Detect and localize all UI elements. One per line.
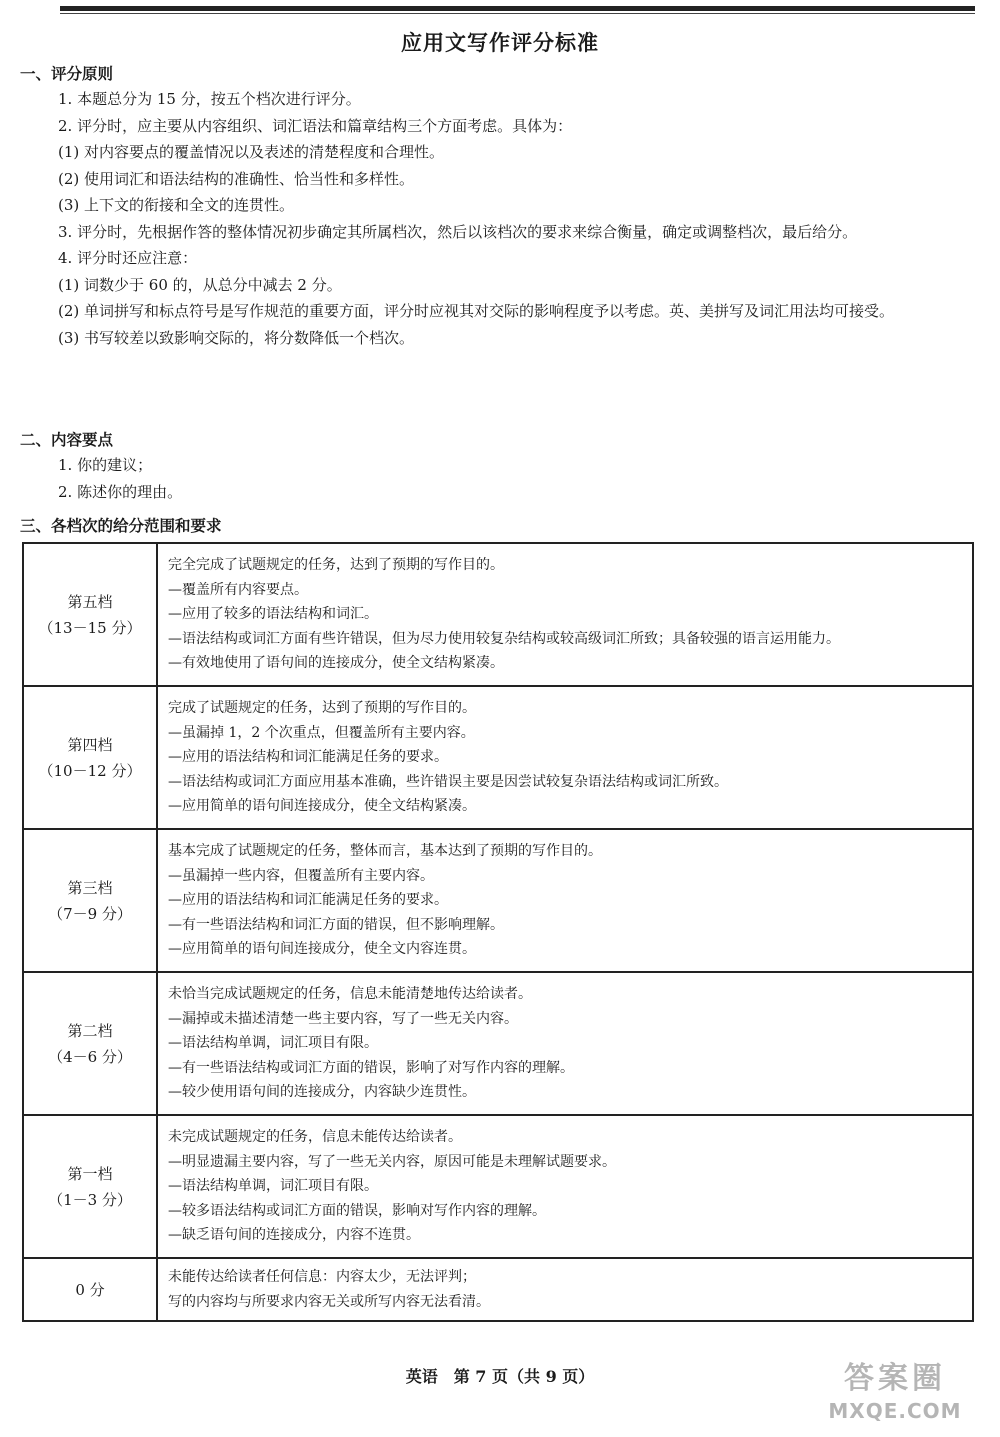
band-level-cell — [23, 1115, 157, 1258]
band-desc-line: —较少使用语句间的连接成分，内容缺少连贯性。 — [168, 1084, 476, 1101]
band-level-cell — [23, 543, 157, 686]
principle-line: (3) 上下文的衔接和全文的连贯性。 — [58, 196, 295, 214]
watermark-logo — [800, 1360, 990, 1432]
band-name: 第五档 — [67, 592, 113, 611]
band-desc-line: —虽漏掉一些内容，但覆盖所有主要内容。 — [168, 867, 434, 884]
scoring-bands-table — [22, 542, 974, 1322]
band-description-cell — [157, 829, 973, 972]
band-range: （1－3 分） — [48, 1190, 132, 1209]
content-point: 2. 陈述你的理由。 — [58, 482, 183, 501]
band-desc-line: —语法结构或词汇方面应用基本准确，些许错误主要是因尝试较复杂语法结构或词汇所致。 — [168, 773, 728, 790]
band-description-cell — [157, 686, 973, 829]
content-point: 1. 你的建议； — [58, 456, 153, 474]
band-desc-line: —应用了较多的语法结构和词汇。 — [168, 606, 378, 623]
band-range: （13－15 分） — [38, 618, 142, 637]
band-range: （4－6 分） — [48, 1047, 132, 1066]
principle-line: 4. 评分时还应注意： — [58, 249, 198, 267]
principle-line: (1) 对内容要点的覆盖情况以及表述的清楚程度和合理性。 — [58, 143, 445, 161]
band-desc-line: 未能传达给读者任何信息：内容太少，无法评判； — [168, 1269, 476, 1285]
band-desc-line: —漏掉或未描述清楚一些主要内容，写了一些无关内容。 — [168, 1010, 518, 1027]
band-name: 0 分 — [75, 1280, 105, 1299]
band-desc-line: —明显遗漏主要内容，写了一些无关内容，原因可能是未理解试题要求。 — [168, 1153, 616, 1170]
band-name: 第一档 — [67, 1164, 113, 1183]
band-range: （7－9 分） — [48, 904, 132, 923]
band-description-cell — [157, 1258, 973, 1321]
section-bands — [22, 514, 982, 538]
band-level-cell — [23, 972, 157, 1115]
header-rule — [60, 6, 975, 11]
table-row — [23, 1115, 973, 1258]
band-desc-line: 写的内容均与所要求内容无关或所写内容无法看清。 — [168, 1293, 490, 1310]
band-desc-line: —语法结构单调，词汇项目有限。 — [168, 1035, 378, 1052]
page-footer: 英语 第 7 页（共 9 页） — [405, 1367, 595, 1386]
band-level-cell — [23, 1258, 157, 1321]
principle-paragraph: 3. 评分时，先根据作答的整体情况初步确定其所属档次，然后以该档次的要求来综合衡量，确定或调整档次，最后给分。 — [58, 222, 858, 241]
band-level-cell — [23, 686, 157, 829]
section-heading: 二、内容要点 — [20, 431, 114, 449]
table-row — [23, 686, 973, 829]
band-description-cell — [157, 972, 973, 1115]
band-desc-line: 未完成试题规定的任务，信息未能传达给读者。 — [168, 1129, 462, 1146]
band-desc-line: —覆盖所有内容要点。 — [168, 581, 308, 598]
header-rule-thin — [60, 13, 975, 14]
section-content-points — [22, 428, 982, 505]
table-row — [23, 1258, 973, 1321]
band-desc-line: —有一些语法结构或词汇方面的错误，影响了对写作内容的理解。 — [168, 1059, 574, 1076]
band-desc-line: 基本完成了试题规定的任务，整体而言，基本达到了预期的写作目的。 — [168, 843, 602, 860]
band-level-cell — [23, 829, 157, 972]
section-heading: 一、评分原则 — [20, 65, 114, 83]
principle-line: (3) 书写较差以致影响交际的，将分数降低一个档次。 — [58, 328, 415, 347]
principle-line: (2) 使用词汇和语法结构的准确性、恰当性和多样性。 — [58, 169, 415, 188]
band-range: （10－12 分） — [38, 761, 142, 780]
band-name: 第四档 — [67, 735, 113, 754]
band-name: 第二档 — [67, 1021, 113, 1040]
band-desc-line: —较多语法结构或词汇方面的错误，影响对写作内容的理解。 — [168, 1202, 546, 1219]
band-desc-line: —语法结构或词汇方面有些许错误，但为尽力使用较复杂结构或较高级词汇所致；具备较强的语言运用能力。 — [168, 630, 840, 647]
band-desc-line: —有效地使用了语句间的连接成分，使全文结构紧凑。 — [168, 655, 504, 672]
principle-line: 1. 本题总分为 15 分，按五个档次进行评分。 — [58, 90, 361, 108]
watermark-text: 答案圈 — [844, 1361, 946, 1396]
principle-line: (1) 词数少于 60 的，从总分中减去 2 分。 — [58, 275, 342, 294]
table-row — [23, 829, 973, 972]
band-desc-line: —应用简单的语句间连接成分，使全文内容连贯。 — [168, 941, 476, 958]
section-principles — [22, 62, 982, 351]
principle-paragraph: (2) 单词拼写和标点符号是写作规范的重要方面，评分时应视其对交际的影响程度予以考虑。英、美拼写及词汇用法均可接受。 — [58, 302, 895, 320]
band-name: 第三档 — [67, 878, 113, 897]
band-desc-line: —语法结构单调，词汇项目有限。 — [168, 1178, 378, 1195]
band-desc-line: 未恰当完成试题规定的任务，信息未能清楚地传达给读者。 — [168, 986, 532, 1003]
band-desc-line: —应用的语法结构和词汇能满足任务的要求。 — [168, 749, 448, 766]
band-description-cell — [157, 543, 973, 686]
band-description-cell — [157, 1115, 973, 1258]
band-desc-line: —有一些语法结构和词汇方面的错误，但不影响理解。 — [168, 916, 504, 933]
band-desc-line: —应用简单的语句间连接成分，使全文结构紧凑。 — [168, 798, 476, 815]
principle-line: 2. 评分时，应主要从内容组织、词汇语法和篇章结构三个方面考虑。具体为： — [58, 116, 573, 135]
section-heading: 三、各档次的给分范围和要求 — [20, 517, 222, 535]
page-title: 应用文写作评分标准 — [401, 31, 599, 55]
band-desc-line: 完全完成了试题规定的任务，达到了预期的写作目的。 — [168, 557, 504, 574]
table-row — [23, 543, 973, 686]
table-row — [23, 972, 973, 1115]
band-desc-line: —应用的语法结构和词汇能满足任务的要求。 — [168, 892, 448, 909]
band-desc-line: 完成了试题规定的任务，达到了预期的写作目的。 — [168, 700, 476, 717]
watermark-url: MXQE.COM — [828, 1399, 962, 1423]
band-desc-line: —缺乏语句间的连接成分，内容不连贯。 — [168, 1227, 420, 1244]
band-desc-line: —虽漏掉 1，2 个次重点，但覆盖所有主要内容。 — [168, 724, 475, 741]
